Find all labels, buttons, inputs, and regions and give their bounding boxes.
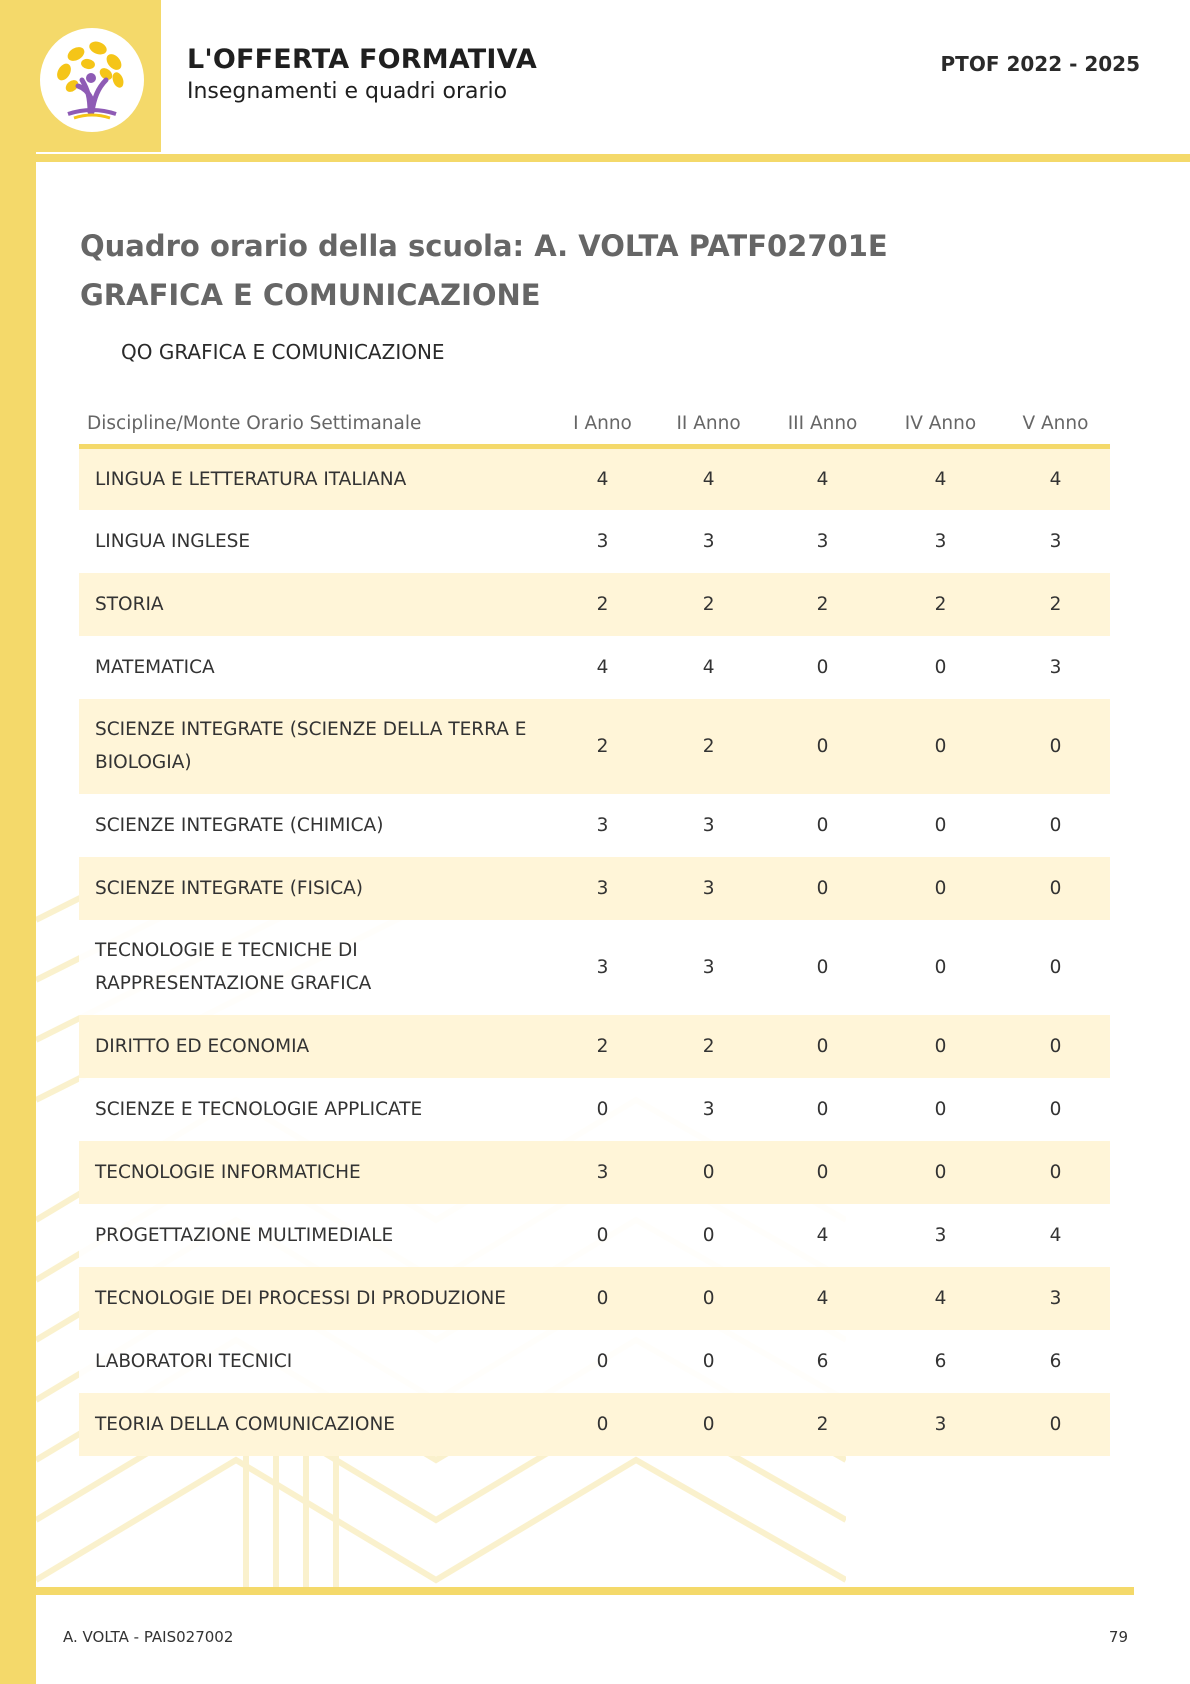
discipline-cell: SCIENZE INTEGRATE (SCIENZE DELLA TERRA E BIOLOGIA) bbox=[79, 699, 553, 794]
hours-cell: 6 bbox=[1001, 1330, 1110, 1393]
hours-cell: 4 bbox=[765, 447, 880, 510]
hours-cell: 3 bbox=[1001, 636, 1110, 699]
hours-cell: 3 bbox=[880, 510, 1001, 573]
hours-cell: 3 bbox=[553, 510, 652, 573]
table-row bbox=[79, 447, 1110, 510]
footer-school-code: A. VOLTA - PAIS027002 bbox=[63, 1628, 234, 1646]
hours-cell: 0 bbox=[652, 1141, 765, 1204]
hours-cell: 0 bbox=[1001, 1141, 1110, 1204]
column-header: Discipline/Monte Orario Settimanale bbox=[79, 402, 553, 447]
discipline-cell: TEORIA DELLA COMUNICAZIONE bbox=[79, 1393, 553, 1456]
discipline-cell: SCIENZE INTEGRATE (FISICA) bbox=[79, 857, 553, 920]
header-title: L'OFFERTA FORMATIVA bbox=[187, 44, 538, 75]
hours-cell: 0 bbox=[652, 1204, 765, 1267]
table-row bbox=[79, 1141, 1110, 1204]
hours-cell: 0 bbox=[765, 794, 880, 857]
hours-cell: 0 bbox=[1001, 1015, 1110, 1078]
hours-cell: 4 bbox=[765, 1204, 880, 1267]
schedule-table bbox=[79, 402, 1110, 1456]
discipline-cell: SCIENZE E TECNOLOGIE APPLICATE bbox=[79, 1078, 553, 1141]
hours-cell: 3 bbox=[765, 510, 880, 573]
discipline-cell: DIRITTO ED ECONOMIA bbox=[79, 1015, 553, 1078]
hours-cell: 0 bbox=[553, 1204, 652, 1267]
hours-cell: 4 bbox=[553, 636, 652, 699]
table-row bbox=[79, 510, 1110, 573]
hours-cell: 2 bbox=[652, 699, 765, 794]
hours-cell: 2 bbox=[652, 1015, 765, 1078]
table-row bbox=[79, 1330, 1110, 1393]
hours-cell: 0 bbox=[1001, 1393, 1110, 1456]
table-row bbox=[79, 857, 1110, 920]
tree-logo-icon bbox=[52, 38, 132, 122]
table-row bbox=[79, 699, 1110, 794]
hours-cell: 0 bbox=[553, 1393, 652, 1456]
logo-badge bbox=[40, 28, 144, 132]
hours-cell: 0 bbox=[765, 636, 880, 699]
table-row bbox=[79, 794, 1110, 857]
hours-cell: 2 bbox=[765, 573, 880, 636]
column-header: IV Anno bbox=[880, 402, 1001, 447]
hours-cell: 0 bbox=[1001, 920, 1110, 1015]
table-row bbox=[79, 636, 1110, 699]
page-number: 79 bbox=[1108, 1628, 1128, 1646]
discipline-cell: LINGUA E LETTERATURA ITALIANA bbox=[79, 447, 553, 510]
hours-cell: 0 bbox=[880, 1078, 1001, 1141]
discipline-cell: MATEMATICA bbox=[79, 636, 553, 699]
hours-cell: 4 bbox=[553, 447, 652, 510]
hours-cell: 0 bbox=[765, 699, 880, 794]
column-header: II Anno bbox=[652, 402, 765, 447]
hours-cell: 0 bbox=[880, 1015, 1001, 1078]
hours-cell: 2 bbox=[880, 573, 1001, 636]
hours-cell: 0 bbox=[1001, 1078, 1110, 1141]
hours-cell: 0 bbox=[880, 794, 1001, 857]
hours-cell: 3 bbox=[652, 857, 765, 920]
left-accent-stripe bbox=[0, 0, 36, 1684]
hours-cell: 0 bbox=[652, 1393, 765, 1456]
table-row bbox=[79, 920, 1110, 1015]
schedule-subtitle: QO GRAFICA E COMUNICAZIONE bbox=[121, 340, 445, 364]
hours-cell: 0 bbox=[765, 1141, 880, 1204]
hours-cell: 3 bbox=[652, 920, 765, 1015]
hours-cell: 0 bbox=[880, 920, 1001, 1015]
hours-cell: 4 bbox=[880, 1267, 1001, 1330]
hours-cell: 0 bbox=[765, 857, 880, 920]
hours-cell: 2 bbox=[652, 573, 765, 636]
table-row bbox=[79, 1078, 1110, 1141]
column-header: I Anno bbox=[553, 402, 652, 447]
hours-cell: 3 bbox=[652, 794, 765, 857]
table-header-row bbox=[79, 402, 1110, 447]
hours-cell: 0 bbox=[652, 1330, 765, 1393]
hours-cell: 4 bbox=[652, 447, 765, 510]
hours-cell: 3 bbox=[1001, 510, 1110, 573]
hours-cell: 0 bbox=[765, 920, 880, 1015]
hours-cell: 0 bbox=[880, 857, 1001, 920]
hours-cell: 2 bbox=[1001, 573, 1110, 636]
hours-cell: 3 bbox=[652, 1078, 765, 1141]
hours-cell: 6 bbox=[765, 1330, 880, 1393]
hours-cell: 3 bbox=[553, 794, 652, 857]
hours-cell: 0 bbox=[880, 636, 1001, 699]
hours-cell: 2 bbox=[765, 1393, 880, 1456]
header-subtitle: Insegnamenti e quadri orario bbox=[187, 79, 508, 104]
hours-cell: 0 bbox=[1001, 699, 1110, 794]
hours-cell: 3 bbox=[880, 1204, 1001, 1267]
discipline-cell: SCIENZE INTEGRATE (CHIMICA) bbox=[79, 794, 553, 857]
discipline-cell: TECNOLOGIE DEI PROCESSI DI PRODUZIONE bbox=[79, 1267, 553, 1330]
hours-cell: 4 bbox=[1001, 447, 1110, 510]
hours-cell: 4 bbox=[652, 636, 765, 699]
hours-cell: 3 bbox=[553, 857, 652, 920]
page-title: Quadro orario della scuola: A. VOLTA PATF02701E GRAFICA E COMUNICAZIONE bbox=[80, 229, 888, 312]
hours-cell: 0 bbox=[765, 1015, 880, 1078]
hours-cell: 0 bbox=[765, 1078, 880, 1141]
hours-cell: 3 bbox=[553, 1141, 652, 1204]
hours-cell: 0 bbox=[553, 1330, 652, 1393]
hours-cell: 0 bbox=[1001, 794, 1110, 857]
hours-cell: 4 bbox=[1001, 1204, 1110, 1267]
hours-cell: 0 bbox=[553, 1267, 652, 1330]
hours-cell: 4 bbox=[880, 447, 1001, 510]
table-row bbox=[79, 1204, 1110, 1267]
footer-divider bbox=[36, 1587, 1134, 1595]
column-header: III Anno bbox=[765, 402, 880, 447]
header-divider bbox=[36, 154, 1190, 162]
hours-cell: 0 bbox=[553, 1078, 652, 1141]
hours-cell: 0 bbox=[652, 1267, 765, 1330]
hours-cell: 0 bbox=[880, 699, 1001, 794]
hours-cell: 2 bbox=[553, 573, 652, 636]
discipline-cell: STORIA bbox=[79, 573, 553, 636]
discipline-cell: TECNOLOGIE INFORMATICHE bbox=[79, 1141, 553, 1204]
discipline-cell: LABORATORI TECNICI bbox=[79, 1330, 553, 1393]
table-row bbox=[79, 573, 1110, 636]
hours-cell: 3 bbox=[880, 1393, 1001, 1456]
hours-cell: 3 bbox=[1001, 1267, 1110, 1330]
hours-cell: 3 bbox=[652, 510, 765, 573]
discipline-cell: TECNOLOGIE E TECNICHE DI RAPPRESENTAZIONE GRAFICA bbox=[79, 920, 553, 1015]
table-row bbox=[79, 1015, 1110, 1078]
hours-cell: 6 bbox=[880, 1330, 1001, 1393]
hours-cell: 0 bbox=[1001, 857, 1110, 920]
discipline-cell: LINGUA INGLESE bbox=[79, 510, 553, 573]
hours-cell: 2 bbox=[553, 699, 652, 794]
table-row bbox=[79, 1267, 1110, 1330]
column-header: V Anno bbox=[1001, 402, 1110, 447]
discipline-cell: PROGETTAZIONE MULTIMEDIALE bbox=[79, 1204, 553, 1267]
hours-cell: 0 bbox=[880, 1141, 1001, 1204]
table-row bbox=[79, 1393, 1110, 1456]
hours-cell: 3 bbox=[553, 920, 652, 1015]
ptof-label: PTOF 2022 - 2025 bbox=[940, 52, 1140, 76]
hours-cell: 4 bbox=[765, 1267, 880, 1330]
hours-cell: 2 bbox=[553, 1015, 652, 1078]
logo-panel bbox=[0, 0, 161, 152]
